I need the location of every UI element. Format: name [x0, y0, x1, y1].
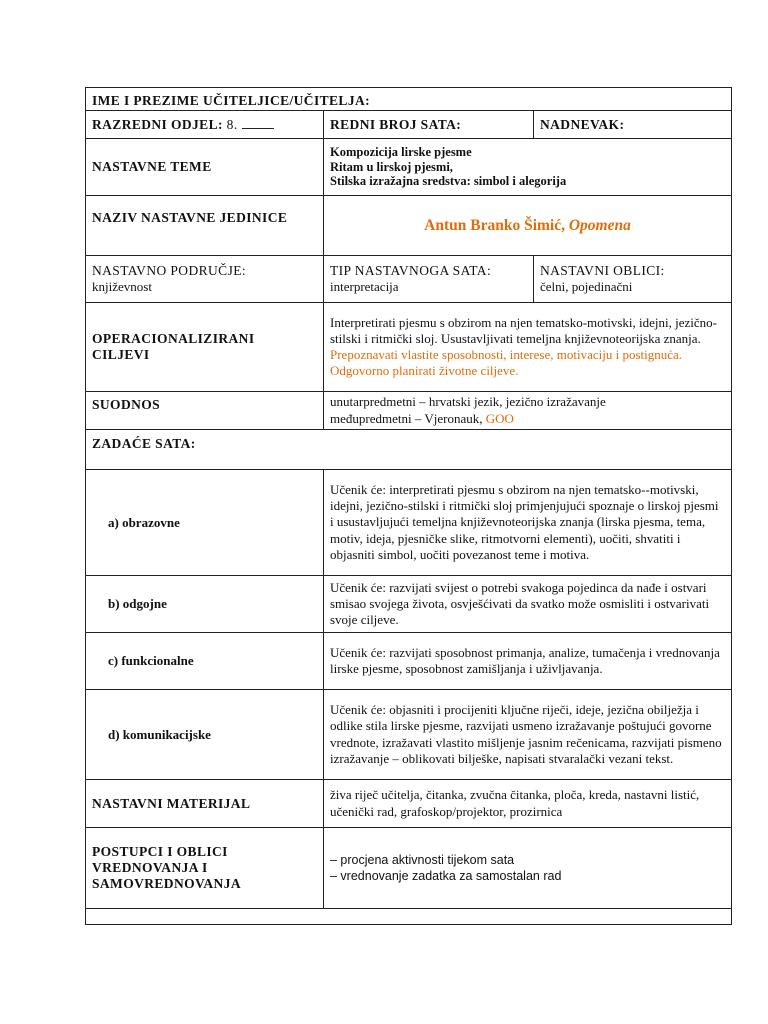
- unit-title-cell: [324, 196, 732, 256]
- topic-line-1: Kompozicija lirske pjesme: [330, 145, 472, 160]
- correlation-line-2-wrap: [330, 411, 725, 427]
- correlation-line-1: unutarpredmetni – hrvatski jezik, jezično izražavanje: [330, 394, 606, 410]
- evaluation-label-line-1: POSTUPCI I OBLICI: [92, 844, 228, 859]
- task-row-b: [86, 576, 732, 633]
- task-label-b: b) odgojne: [86, 576, 324, 633]
- class-row: [86, 111, 732, 139]
- class-cell: [86, 111, 324, 139]
- empty-row: [86, 909, 732, 925]
- area-row: [86, 256, 732, 303]
- goals-text-cell: [324, 303, 732, 392]
- class-value: 8.: [226, 116, 238, 132]
- topics-cell: [324, 139, 732, 196]
- evaluation-label-cell: [86, 828, 324, 909]
- task-text-b: Učenik će: razvijati svijest o potrebi svakoga pojedinca da nađe i ostvari smisao svojega života, osvješćivati da svatko može osmisliti i ostvarivati svoje ciljeve.: [324, 576, 732, 633]
- teacher-label: IME I PREZIME UČITELJICE/UČITELJA:: [86, 88, 732, 111]
- correlation-label: SUODNOS: [86, 392, 324, 430]
- materials-text: živa riječ učitelja, čitanka, zvučna čitanka, ploča, kreda, nastavni listić, učenički rad, grafoskop/projektor, prozirnica: [324, 780, 732, 828]
- goals-label-cell: [86, 303, 324, 392]
- topic-line-3: Stilska izražajna sredstva: simbol i alegorija: [330, 174, 567, 189]
- area-cell: [86, 256, 324, 303]
- class-label: RAZREDNI ODJEL:: [92, 116, 223, 132]
- evaluation-line-1: – procjena aktivnosti tijekom sata: [330, 852, 515, 867]
- correlation-cell: [324, 392, 732, 430]
- unit-label: NAZIV NASTAVNE JEDINICE: [86, 196, 324, 256]
- tasks-label: ZADAĆE SATA:: [86, 430, 732, 470]
- evaluation-text-cell: [324, 828, 732, 909]
- task-row-a: [86, 470, 732, 576]
- empty-cell: [86, 909, 732, 925]
- type-cell: [324, 256, 534, 303]
- correlation-row: [86, 392, 732, 430]
- goals-label-line-1: OPERACIONALIZIRANI: [92, 331, 255, 346]
- task-text-c: Učenik će: razvijati sposobnost primanja, analize, tumačenja i vrednovanja lirske pjesme, sposobnost zamišljanja i uživljavanja.: [324, 633, 732, 690]
- task-row-c: [86, 633, 732, 690]
- task-text-d: Učenik će: objasniti i procijeniti ključne riječi, ideje, jezična obilježja i odlike stila lirske pjesme, razvijati usmeno izražavanje poštujući govorne vrednote, izražavati vlastito mišljenje jasnim rečenicama, razvijati pismeno izražavanje – oblikovati bilješke, napisati stvaralački vezani tekst.: [324, 690, 732, 780]
- forms-cell: [534, 256, 732, 303]
- task-label-d: d) komunikacijske: [86, 690, 324, 780]
- area-label: NASTAVNO PODRUČJE:: [92, 263, 247, 278]
- materials-row: [86, 780, 732, 828]
- forms-label: NASTAVNI OBLICI:: [540, 263, 665, 278]
- topics-label: NASTAVNE TEME: [86, 139, 324, 196]
- correlation-line-2: međupredmetni – Vjeronauk,: [330, 410, 483, 426]
- evaluation-line-2: – vrednovanje zadatka za samostalan rad: [330, 869, 562, 883]
- tasks-header-row: [86, 430, 732, 470]
- goals-text-highlight: Prepoznavati vlastite sposobnosti, interese, motivaciju i postignuća. Odgovorno planirati životne ciljeve.: [330, 347, 683, 379]
- task-text-a: Učenik će: interpretirati pjesmu s obzirom na njen tematsko--motivski, idejni, jezično-stilski i ritmički sloj primjenjujući spoznaje o lirskoj pjesmi i usustavljujući temeljna književnoteorijska znanja (lirska pjesma, tema, motiv, ideja, pjesničke slike, ritmotvorni elementi), uočiti, shvatiti i objasniti simbol, uočiti povezanost teme i motiva.: [324, 470, 732, 576]
- evaluation-label-line-3: SAMOVREDNOVANJA: [92, 876, 242, 891]
- unit-author: Antun Branko Šimić,: [424, 216, 565, 234]
- type-label: TIP NASTAVNOGA SATA:: [330, 263, 492, 278]
- materials-label: NASTAVNI MATERIJAL: [86, 780, 324, 828]
- lesson-number-label: REDNI BROJ SATA:: [324, 111, 534, 139]
- area-value: književnost: [92, 279, 152, 294]
- unit-row: [86, 196, 732, 256]
- lesson-plan-table: [85, 87, 732, 925]
- goals-label-line-2: CILJEVI: [92, 347, 150, 362]
- goals-row: [86, 303, 732, 392]
- teacher-row: [86, 88, 732, 111]
- evaluation-label-line-2: VREDNOVANJA I: [92, 860, 208, 875]
- date-label: NADNEVAK:: [534, 111, 732, 139]
- evaluation-row: [86, 828, 732, 909]
- task-row-d: [86, 690, 732, 780]
- topics-row: [86, 139, 732, 196]
- task-label-a: a) obrazovne: [86, 470, 324, 576]
- forms-value: čelni, pojedinačni: [540, 279, 633, 294]
- unit-title: Opomena: [568, 216, 631, 234]
- correlation-goo: GOO: [485, 410, 514, 426]
- task-label-c: c) funkcionalne: [86, 633, 324, 690]
- goals-text: Interpretirati pjesmu s obzirom na njen tematsko-motivski, idejni, jezično-stilski i ritmički sloj. Usustavljivati temeljna književnoteorijska znanja.: [330, 314, 718, 346]
- topic-line-2: Ritam u lirskoj pjesmi,: [330, 159, 453, 174]
- class-blank-line: [242, 117, 274, 129]
- type-value: interpretacija: [330, 279, 399, 294]
